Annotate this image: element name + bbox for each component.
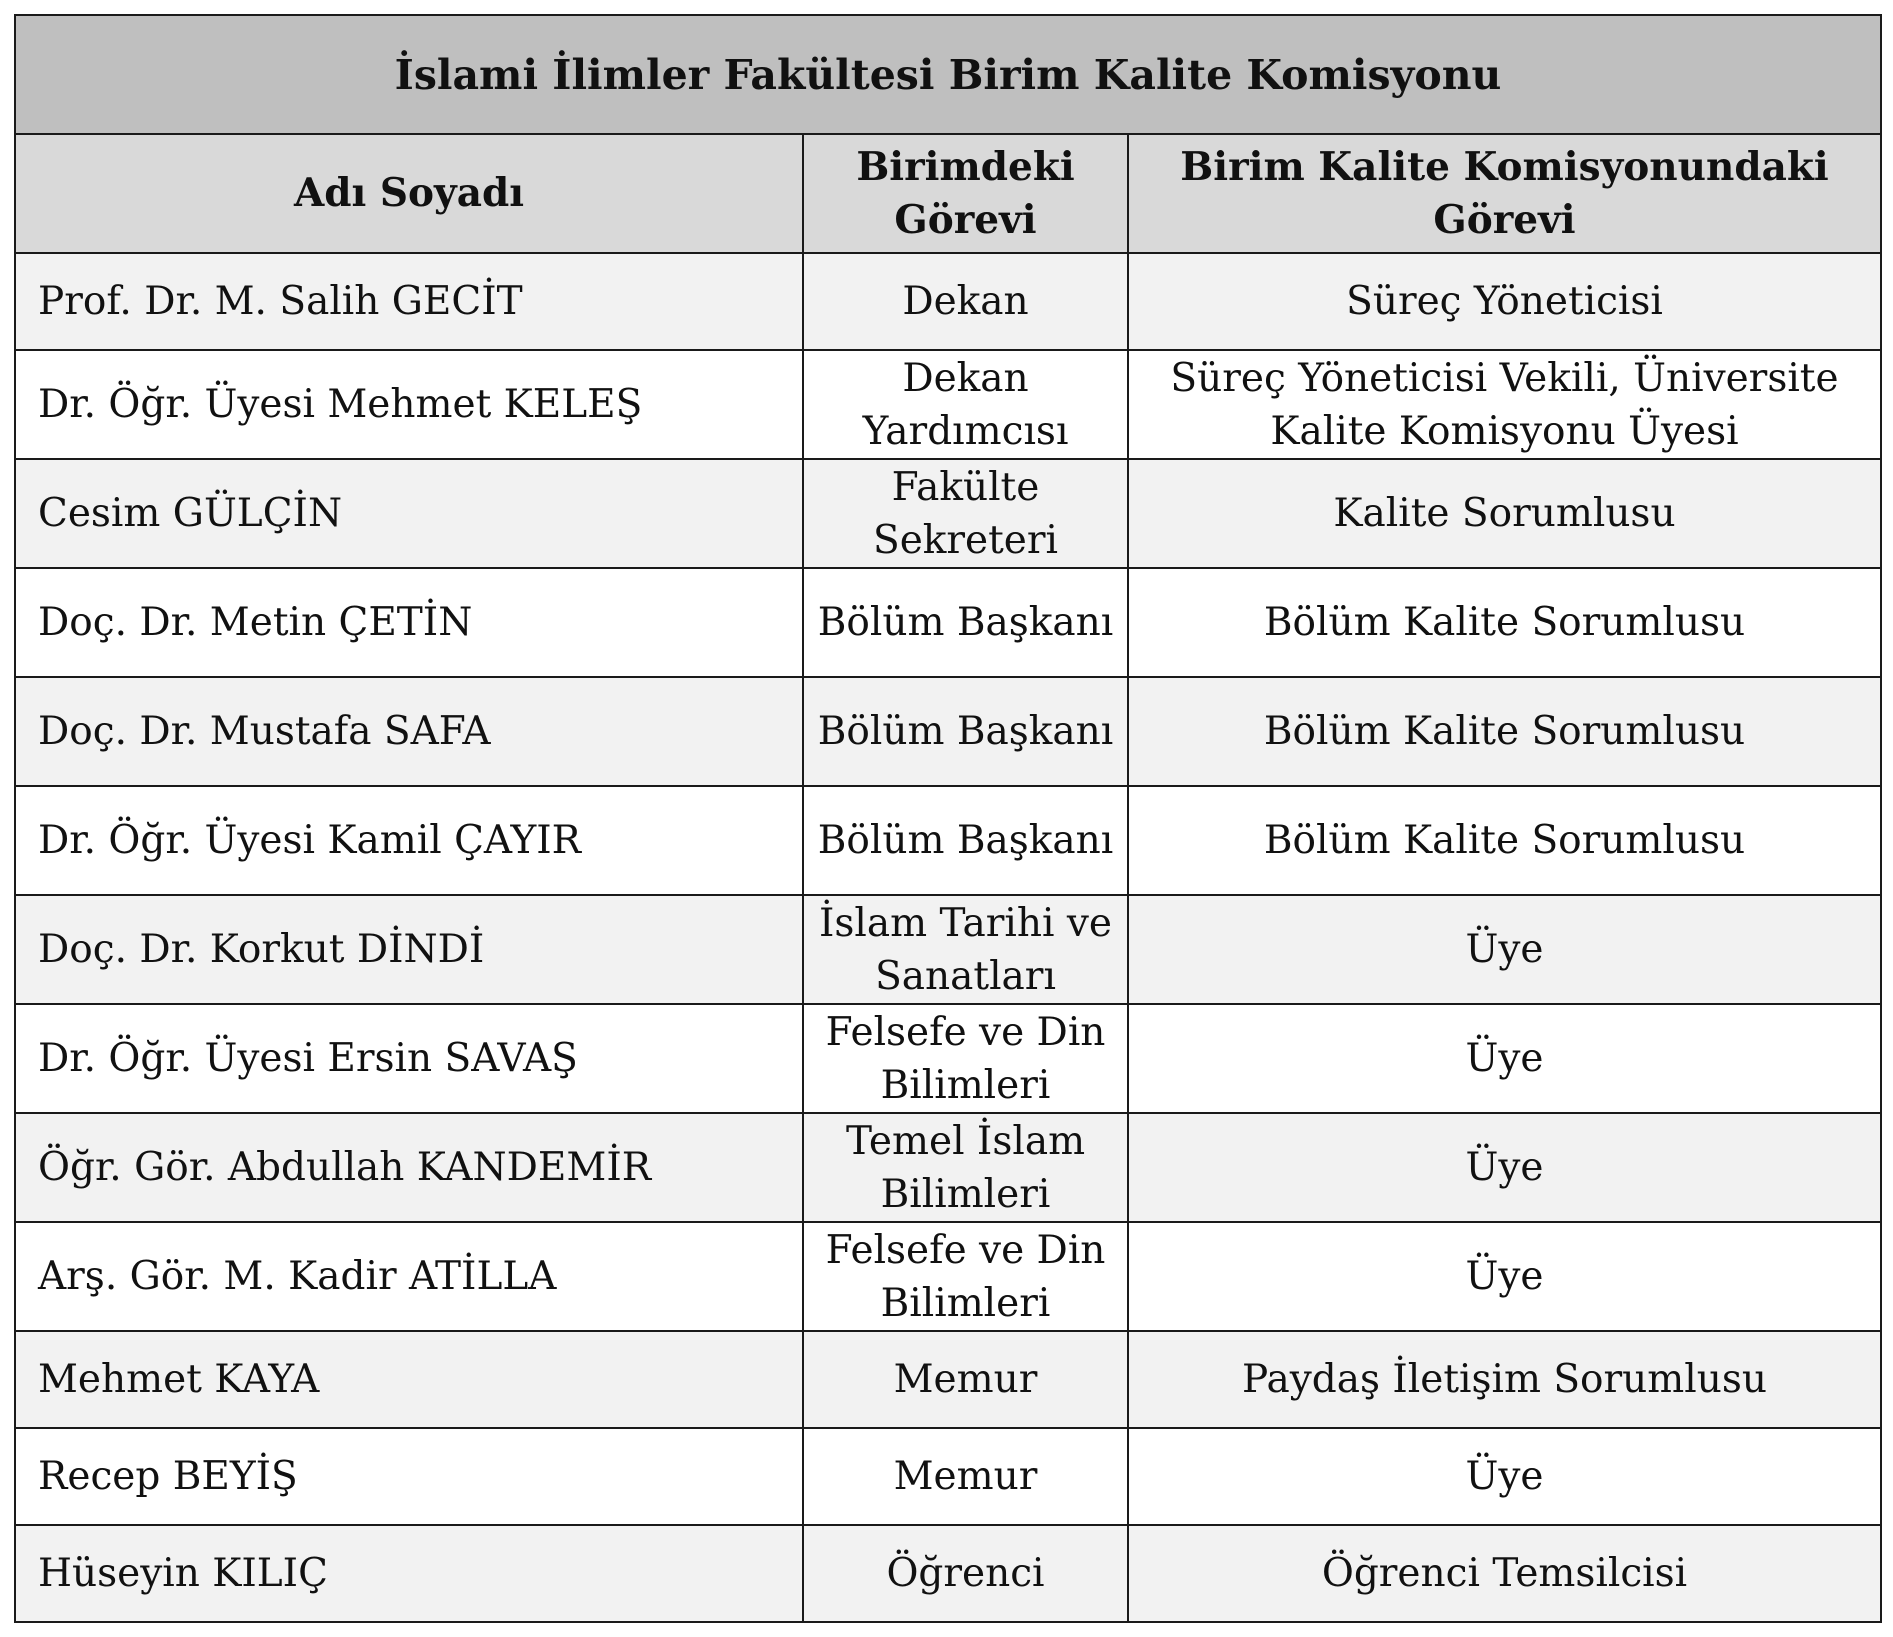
member-name: Doç. Dr. Korkut DİNDİ <box>15 895 803 1004</box>
member-duty: Memur <box>803 1428 1128 1525</box>
member-name: Arş. Gör. M. Kadir ATİLLA <box>15 1222 803 1331</box>
member-role: Öğrenci Temsilcisi <box>1128 1525 1881 1622</box>
member-duty: Felsefe ve Din Bilimleri <box>803 1222 1128 1331</box>
member-role: Üye <box>1128 1113 1881 1222</box>
member-role: Süreç Yöneticisi <box>1128 253 1881 350</box>
member-name: Cesim GÜLÇİN <box>15 459 803 568</box>
table-row <box>15 568 1881 677</box>
member-duty: Felsefe ve Din Bilimleri <box>803 1004 1128 1113</box>
member-role: Üye <box>1128 1004 1881 1113</box>
member-role: Bölüm Kalite Sorumlusu <box>1128 677 1881 786</box>
member-duty: İslam Tarihi ve Sanatları <box>803 895 1128 1004</box>
member-name: Doç. Dr. Mustafa SAFA <box>15 677 803 786</box>
member-name: Dr. Öğr. Üyesi Ersin SAVAŞ <box>15 1004 803 1113</box>
table-row <box>15 1004 1881 1113</box>
member-name: Öğr. Gör. Abdullah KANDEMİR <box>15 1113 803 1222</box>
member-duty: Bölüm Başkanı <box>803 677 1128 786</box>
table-row <box>15 1113 1881 1222</box>
table-title: İslami İlimler Fakültesi Birim Kalite Komisyonu <box>15 15 1881 134</box>
table-row <box>15 786 1881 895</box>
member-name: Dr. Öğr. Üyesi Kamil ÇAYIR <box>15 786 803 895</box>
committee-table <box>14 14 1882 1623</box>
member-role: Bölüm Kalite Sorumlusu <box>1128 786 1881 895</box>
member-name: Mehmet KAYA <box>15 1331 803 1428</box>
member-role: Kalite Sorumlusu <box>1128 459 1881 568</box>
member-duty: Öğrenci <box>803 1525 1128 1622</box>
table-row <box>15 1428 1881 1525</box>
member-name: Dr. Öğr. Üyesi Mehmet KELEŞ <box>15 350 803 459</box>
table-row <box>15 1222 1881 1331</box>
committee-table-container <box>14 14 1880 1623</box>
member-role: Bölüm Kalite Sorumlusu <box>1128 568 1881 677</box>
member-role: Paydaş İletişim Sorumlusu <box>1128 1331 1881 1428</box>
header-name: Adı Soyadı <box>15 134 803 253</box>
member-duty: Bölüm Başkanı <box>803 786 1128 895</box>
member-role: Süreç Yöneticisi Vekili, Üniversite Kalite Komisyonu Üyesi <box>1128 350 1881 459</box>
table-row <box>15 350 1881 459</box>
header-duty: Birimdeki Görevi <box>803 134 1128 253</box>
table-row <box>15 253 1881 350</box>
member-role: Üye <box>1128 1428 1881 1525</box>
title-row <box>15 15 1881 134</box>
header-row <box>15 134 1881 253</box>
member-name: Recep BEYİŞ <box>15 1428 803 1525</box>
member-name: Hüseyin KILIÇ <box>15 1525 803 1622</box>
member-role: Üye <box>1128 895 1881 1004</box>
header-role: Birim Kalite Komisyonundaki Görevi <box>1128 134 1881 253</box>
member-duty: Dekan <box>803 253 1128 350</box>
member-name: Doç. Dr. Metin ÇETİN <box>15 568 803 677</box>
member-name: Prof. Dr. M. Salih GECİT <box>15 253 803 350</box>
member-duty: Fakülte Sekreteri <box>803 459 1128 568</box>
member-duty: Bölüm Başkanı <box>803 568 1128 677</box>
table-row <box>15 895 1881 1004</box>
member-duty: Dekan Yardımcısı <box>803 350 1128 459</box>
member-duty: Memur <box>803 1331 1128 1428</box>
table-row <box>15 677 1881 786</box>
member-duty: Temel İslam Bilimleri <box>803 1113 1128 1222</box>
member-role: Üye <box>1128 1222 1881 1331</box>
table-row <box>15 1525 1881 1622</box>
table-row <box>15 1331 1881 1428</box>
table-row <box>15 459 1881 568</box>
